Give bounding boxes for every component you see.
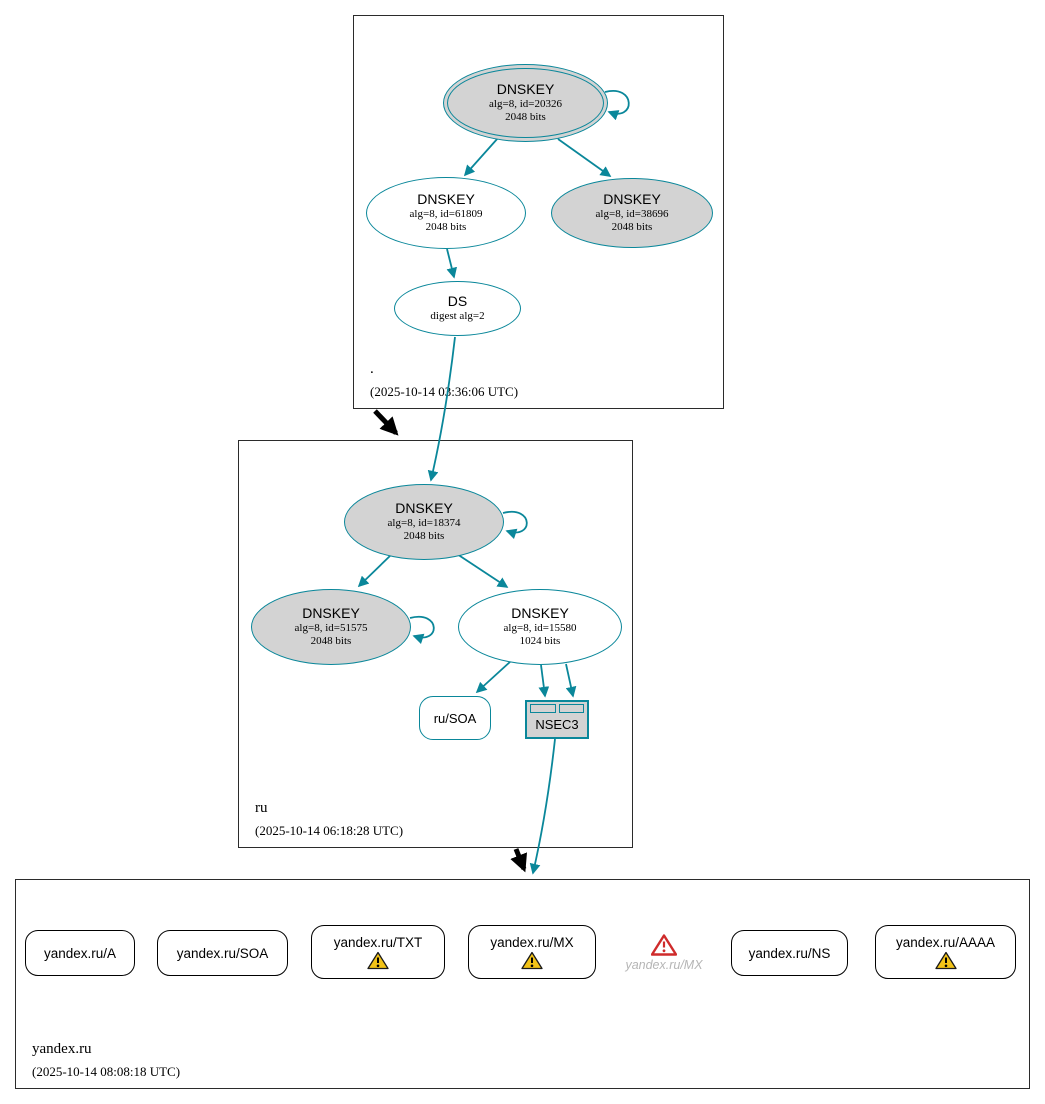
dnskey-node-root-zsk-61809[interactable] — [366, 177, 526, 249]
rrset-label: yandex.ru/SOA — [176, 945, 269, 961]
node-detail: alg=8, id=38696 — [595, 207, 669, 220]
rrset-yandex-txt[interactable] — [311, 925, 445, 979]
node-detail: alg=8, id=51575 — [294, 621, 368, 634]
node-title: DNSKEY — [603, 190, 661, 207]
zone-timestamp-root: (2025-10-14 03:36:06 UTC) — [370, 384, 519, 399]
zone-label-ru: ru — [255, 800, 268, 816]
rrset-label: ru/SOA — [433, 710, 477, 726]
node-title: DS — [447, 293, 468, 310]
node-bits: 2048 bits — [425, 221, 467, 234]
rrset-ru-soa[interactable] — [419, 696, 491, 740]
nsec3-cell — [559, 704, 585, 713]
edge-ru-to-yandex-delegation — [516, 849, 524, 869]
rrset-label: yandex.ru/A — [43, 945, 117, 961]
node-detail: alg=8, id=18374 — [387, 516, 461, 529]
node-detail: alg=8, id=15580 — [503, 621, 577, 634]
zone-timestamp-yandex: (2025-10-14 08:08:18 UTC) — [32, 1064, 181, 1079]
ds-node-ru[interactable] — [394, 281, 521, 336]
node-detail: digest alg=2 — [430, 310, 485, 323]
nsec3-cell — [530, 704, 556, 713]
edge-root-to-ru-delegation — [375, 411, 396, 433]
nsec3-label: NSEC3 — [535, 716, 579, 732]
dnskey-node-ru-ksk-51575[interactable] — [251, 589, 411, 665]
rrset-yandex-ns[interactable] — [731, 930, 848, 976]
zone-box-yandex — [15, 879, 1030, 1089]
dnskey-node-ru-zsk-15580[interactable] — [458, 589, 622, 665]
error-rrset-label: yandex.ru/MX — [625, 958, 703, 972]
node-title: DNSKEY — [417, 190, 475, 207]
nsec3-node[interactable] — [525, 700, 589, 739]
warning-icon — [367, 951, 389, 970]
node-title: DNSKEY — [395, 499, 453, 516]
node-bits: 2048 bits — [505, 111, 546, 124]
rrset-label: yandex.ru/AAAA — [895, 934, 996, 950]
rrset-label: yandex.ru/TXT — [333, 934, 423, 950]
dnskey-node-ru-ksk-18374[interactable] — [344, 484, 504, 560]
node-title: DNSKEY — [511, 604, 569, 621]
rrset-yandex-soa[interactable] — [157, 930, 288, 976]
rrset-label: yandex.ru/MX — [490, 934, 574, 950]
rrset-yandex-aaaa[interactable] — [875, 925, 1016, 979]
dnskey-node-root-ksk-20326[interactable] — [443, 64, 608, 142]
zone-label-root: . — [370, 361, 374, 377]
rrset-label: yandex.ru/NS — [748, 945, 831, 961]
node-bits: 2048 bits — [310, 635, 352, 648]
error-icon — [651, 934, 677, 956]
warning-icon — [935, 951, 957, 970]
rrset-yandex-mx-error[interactable] — [606, 929, 722, 977]
nsec3-header-cells — [527, 702, 587, 713]
warning-icon — [521, 951, 543, 970]
node-detail: alg=8, id=61809 — [409, 207, 483, 220]
node-title: DNSKEY — [496, 80, 555, 97]
zone-timestamp-ru: (2025-10-14 06:18:28 UTC) — [255, 823, 404, 838]
node-bits: 2048 bits — [611, 221, 653, 234]
node-detail: alg=8, id=20326 — [489, 97, 562, 110]
node-bits: 2048 bits — [403, 530, 445, 543]
node-title: DNSKEY — [302, 604, 360, 621]
rrset-yandex-a[interactable] — [25, 930, 135, 976]
zone-label-yandex: yandex.ru — [32, 1041, 92, 1057]
node-bits: 1024 bits — [519, 635, 561, 648]
rrset-yandex-mx[interactable] — [468, 925, 596, 979]
dnskey-node-root-ksk-38696[interactable] — [551, 178, 713, 248]
